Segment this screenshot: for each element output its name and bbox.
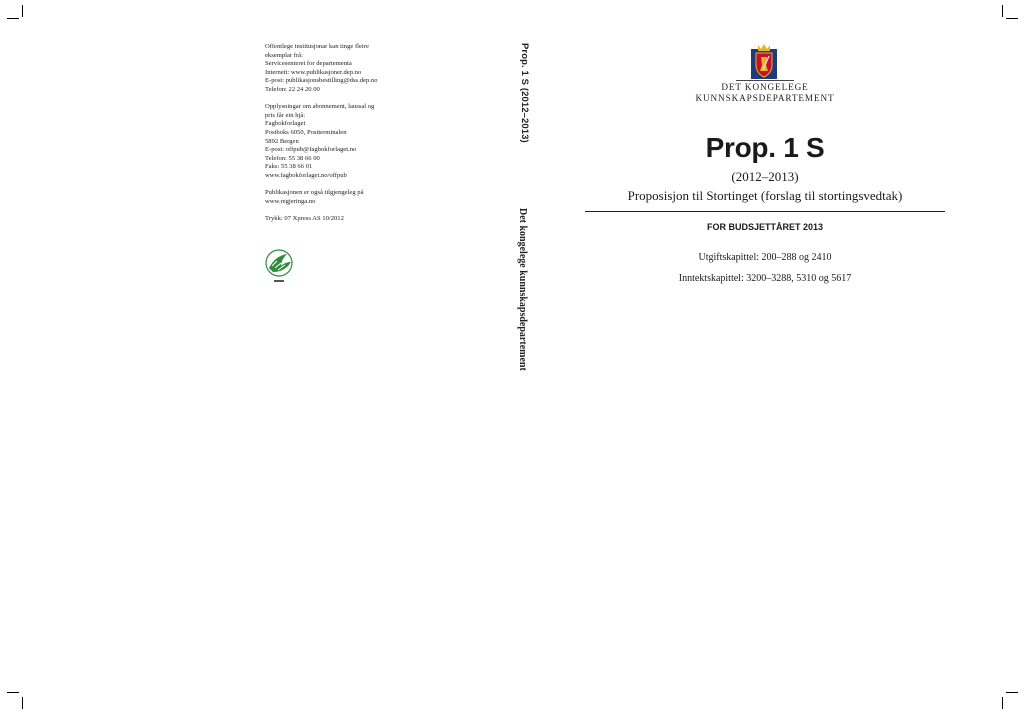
colophon-line: Telefon: 55 38 66 00: [265, 154, 320, 162]
crop-mark: [7, 692, 19, 693]
document-title: Prop. 1 S: [705, 132, 825, 163]
colophon-line: Servicesenteret for departementa: [265, 60, 352, 68]
ministry-line-1: DET KONGELEGE: [721, 82, 809, 92]
colophon-line: pris får ein hjå:: [265, 111, 306, 119]
crop-mark: [1002, 5, 1003, 17]
colophon-line: Faks: 55 38 66 01: [265, 163, 313, 171]
colophon-line: Telefon: 22 24 20 00: [265, 85, 320, 93]
budget-year: FOR BUDSJETTÅRET 2013: [706, 222, 824, 232]
ministry-name: [690, 80, 840, 103]
crop-mark: [1006, 692, 1018, 693]
document-subtitle: Proposisjon til Stortinget (forslag til stortingsvedtak): [627, 188, 903, 203]
colophon-line: Fagbokforlaget: [265, 120, 306, 128]
print-info: [265, 215, 415, 224]
crop-mark: [7, 18, 19, 19]
spine-ministry: Det kongelege kunnskapsdepartement: [517, 208, 528, 371]
colophon-line: Postboks 6050, Postterminalen: [265, 128, 347, 136]
colophon-line: www.regjeringa.no: [265, 197, 316, 205]
colophon-line: Offentlege institusjonar kan tinge fleire: [265, 43, 369, 50]
colophon-line: Opplysningar om abonnement, laussal og: [265, 103, 375, 111]
colophon-line: Publikasjonen er også tilgjengeleg på: [265, 189, 364, 197]
colophon-line: 5892 Bergen: [265, 137, 299, 145]
availability-info: [265, 189, 415, 206]
divider: [585, 211, 945, 212]
crop-mark: [22, 5, 23, 17]
session-years: (2012–2013): [731, 169, 799, 184]
coat-of-arms-icon: [748, 43, 780, 81]
subscription-info: [265, 103, 415, 180]
colophon-line: E-post: offpub@fagbokforlaget.no: [265, 146, 357, 154]
colophon-line: eksemplar frå:: [265, 51, 303, 59]
crop-mark: [1002, 697, 1003, 709]
colophon-line: Trykk: 07 Xpress AS 10/2012: [265, 214, 344, 222]
ministry-rule: [736, 80, 794, 81]
colophon-line: E-post: publikasjonsbestilling@dss.dep.no: [265, 77, 378, 85]
ecolabel-icon: [265, 246, 295, 286]
colophon-line: www.fagbokforlaget.no/offpub: [265, 171, 347, 179]
ministry-line-2: KUNNSKAPSDEPARTEMENT: [695, 92, 835, 103]
income-chapters: Inntektskapittel: 3200–3288, 5310 og 5617: [678, 273, 852, 284]
ordering-info: [265, 43, 415, 95]
expense-chapters: Utgiftskapittel: 200–288 og 2410: [698, 252, 832, 263]
crop-mark: [1006, 18, 1018, 19]
colophon: [265, 43, 415, 232]
crop-mark: [22, 697, 23, 709]
spine-title: Prop. 1 S (2012–2013): [519, 43, 530, 143]
colophon-line: Internett: www.publikasjoner.dep.no: [265, 68, 362, 76]
